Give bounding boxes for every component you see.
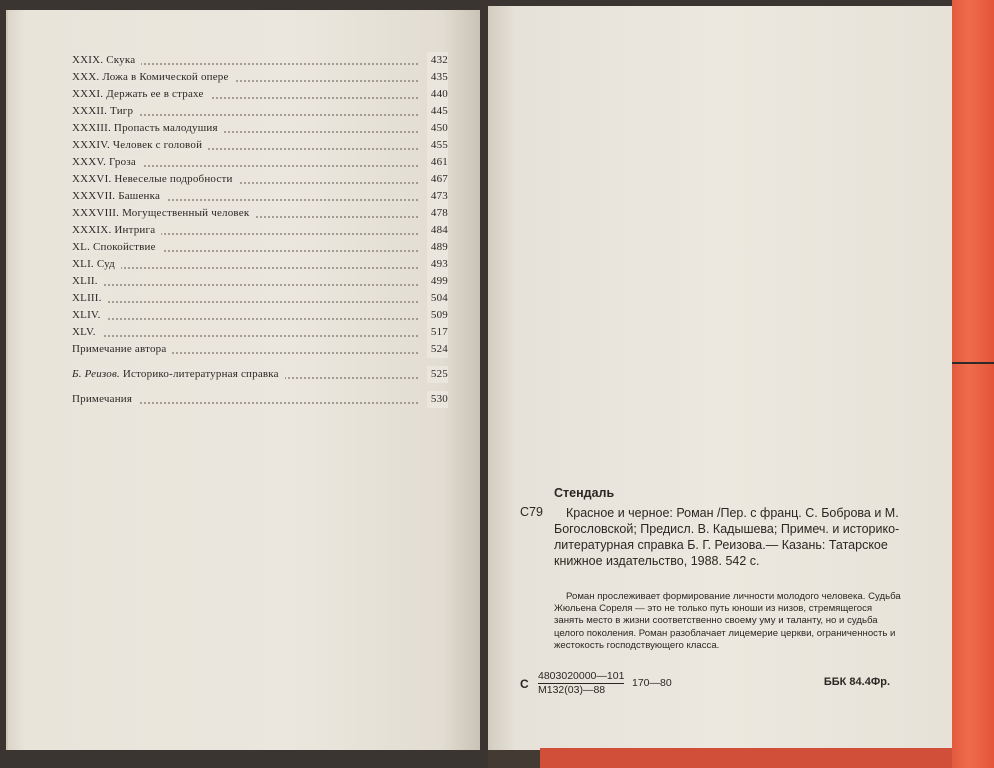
card-author: Стендаль (554, 486, 615, 500)
toc-label: XLI. Суд (72, 258, 121, 270)
toc-page: 493 (427, 256, 448, 273)
toc-page: 504 (427, 290, 448, 307)
toc-page: 445 (427, 103, 448, 120)
toc-row (72, 239, 448, 256)
toc-row-notes (72, 391, 448, 408)
toc-label: XXXV. Гроза (72, 156, 142, 168)
card-codes (520, 670, 920, 700)
toc-label: XXXIII. Пропасть малодушия (72, 122, 224, 134)
toc-label: XXXI. Держать ее в страхе (72, 88, 210, 100)
toc-label: XXXVI. Невеселые подробности (72, 173, 239, 185)
toc-page: 509 (427, 307, 448, 324)
toc-label: Примечание автора (72, 343, 172, 355)
toc-label: XXXIX. Интрига (72, 224, 161, 236)
card-annotation: Роман прослеживает формирование личности молодого человека. Судьба Жюльена Сореля — это не только путь юноши из низов, стремящегося занять место в жизни соответственно своему уму и таланту, но и судьба целого поколения. Роман разоблачает лицемерие церкви, ограниченность и жестокость господствующего класса. (554, 591, 901, 651)
cover-bottom-dark (488, 750, 548, 768)
toc-page: 455 (427, 137, 448, 154)
card-code-bottom: М132(03)—88 (538, 684, 606, 696)
toc-page: 525 (427, 366, 448, 383)
toc-label: XXXII. Тигр (72, 105, 139, 117)
toc-label: XLV. (72, 326, 102, 338)
toc-page: 524 (427, 341, 448, 358)
card-catalog-code: С79 (520, 505, 543, 519)
toc-label: XLIII. (72, 292, 108, 304)
toc-label: XLIV. (72, 309, 107, 321)
cover-bottom-edge (540, 748, 952, 768)
toc-row (72, 137, 448, 154)
toc-row (72, 103, 448, 120)
toc-row (72, 86, 448, 103)
toc-row (72, 341, 448, 358)
toc-label: Примечания (72, 393, 138, 405)
toc-row (72, 188, 448, 205)
card-price-code: 170—80 (632, 677, 672, 689)
toc-row (72, 256, 448, 273)
toc-label: XXX. Ложа в Комической опере (72, 71, 235, 83)
toc-row (72, 69, 448, 86)
toc-row (72, 273, 448, 290)
toc-page: 489 (427, 239, 448, 256)
toc-label: XXXVIII. Могущественный человек (72, 207, 255, 219)
toc-page: 450 (427, 120, 448, 137)
card-bbk: ББК 84.4Фр. (823, 676, 890, 688)
toc-page: 461 (427, 154, 448, 171)
toc-page: 484 (427, 222, 448, 239)
cover-line (952, 362, 994, 364)
toc-author: Б. Реизов. (72, 368, 120, 380)
cover-edge (952, 0, 994, 768)
card-code-top: 4803020000—101 (538, 670, 625, 682)
toc-page: 432 (427, 52, 448, 69)
card-bibliographic-description: Красное и черное: Роман /Пер. с франц. С. Боброва и М. Богословской; Предисл. В. Кадышева; Примеч. и историко-литературная справка Б. Г. Реизова.— Казань: Татарское книжное издательство, 1988. 542 с. (554, 506, 900, 568)
toc-row (72, 120, 448, 137)
toc-row (72, 171, 448, 188)
toc-row (72, 324, 448, 341)
toc-label: XLII. (72, 275, 104, 287)
toc-page: 517 (427, 324, 448, 341)
toc-row-afterword (72, 366, 448, 383)
toc-page: 499 (427, 273, 448, 290)
toc-row (72, 222, 448, 239)
toc-page: 478 (427, 205, 448, 222)
toc-label: XXXIV. Человек с головой (72, 139, 208, 151)
toc-row (72, 154, 448, 171)
toc-label: XXIX. Скука (72, 54, 141, 66)
toc-row (72, 52, 448, 69)
toc-row (72, 290, 448, 307)
toc-page: 530 (427, 391, 448, 408)
toc-page: 435 (427, 69, 448, 86)
card-c-letter: С (520, 677, 529, 691)
toc-page: 473 (427, 188, 448, 205)
toc-page: 440 (427, 86, 448, 103)
toc-label: XL. Спокойствие (72, 241, 162, 253)
table-of-contents (72, 52, 448, 408)
toc-page: 467 (427, 171, 448, 188)
toc-label: Историко-литературная справка (122, 368, 279, 380)
toc-label: XXXVII. Башенка (72, 190, 166, 202)
toc-row (72, 205, 448, 222)
toc-row (72, 307, 448, 324)
